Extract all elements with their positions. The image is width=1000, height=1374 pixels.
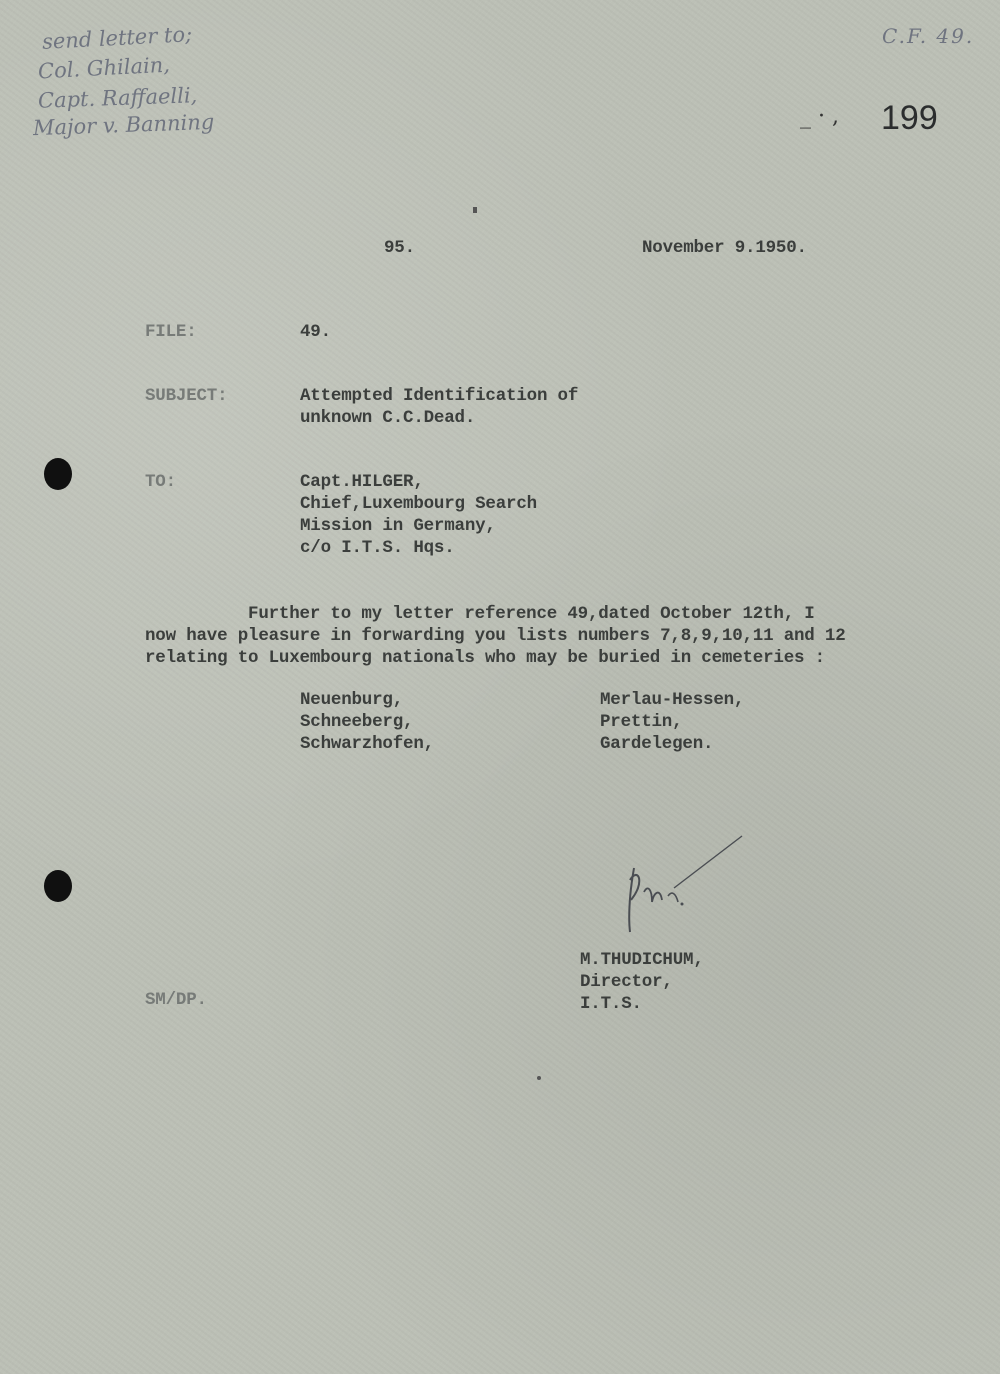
to-line: Capt.HILGER,: [300, 472, 424, 492]
body-line: now have pleasure in forwarding you lists numbers 7,8,9,10,11 and 12: [145, 626, 846, 646]
subject-line: Attempted Identification of: [300, 386, 579, 406]
body-line: relating to Luxembourg nationals who may be buried in cemeteries :: [145, 648, 825, 668]
cemetery-name: Schwarzhofen,: [300, 734, 434, 754]
handwritten-line: send letter to;: [41, 22, 193, 54]
file-label: FILE:: [145, 322, 197, 342]
subject-line: unknown C.C.Dead.: [300, 408, 476, 428]
reference-number: 95.: [384, 238, 415, 258]
signatory-org: I.T.S.: [580, 994, 642, 1014]
cemetery-name: Merlau-Hessen,: [600, 690, 745, 710]
punch-hole: [44, 870, 72, 902]
subject-label: SUBJECT:: [145, 386, 228, 406]
signatory-name: M.THUDICHUM,: [580, 950, 704, 970]
body-line: Further to my letter reference 49,dated October 12th, I: [145, 604, 815, 624]
ink-speck: [473, 207, 477, 213]
punch-hole: [44, 458, 72, 490]
handwritten-line: Major v. Banning: [32, 109, 215, 141]
handwritten-line: Capt. Raffaelli,: [37, 83, 198, 113]
file-code: C.F. 49.: [882, 24, 975, 48]
cemetery-name: Prettin,: [600, 712, 683, 732]
to-line: Chief,Luxembourg Search: [300, 494, 537, 514]
file-value: 49.: [300, 322, 331, 342]
page-number: 199: [881, 99, 938, 137]
to-line: Mission in Germany,: [300, 516, 496, 536]
cemetery-name: Neuenburg,: [300, 690, 404, 710]
cemetery-name: Gardelegen.: [600, 734, 714, 754]
ink-speck: [537, 1076, 541, 1080]
handwritten-line: Col. Ghilain,: [37, 52, 171, 84]
handwritten-signature: [620, 830, 750, 940]
to-label: TO:: [145, 472, 176, 492]
to-line: c/o I.T.S. Hqs.: [300, 538, 455, 558]
stamp-dash: _ · ,: [800, 104, 839, 129]
typist-initials: SM/DP.: [145, 990, 207, 1010]
signatory-title: Director,: [580, 972, 673, 992]
cemetery-name: Schneeberg,: [300, 712, 414, 732]
letter-date: November 9.1950.: [642, 238, 807, 258]
